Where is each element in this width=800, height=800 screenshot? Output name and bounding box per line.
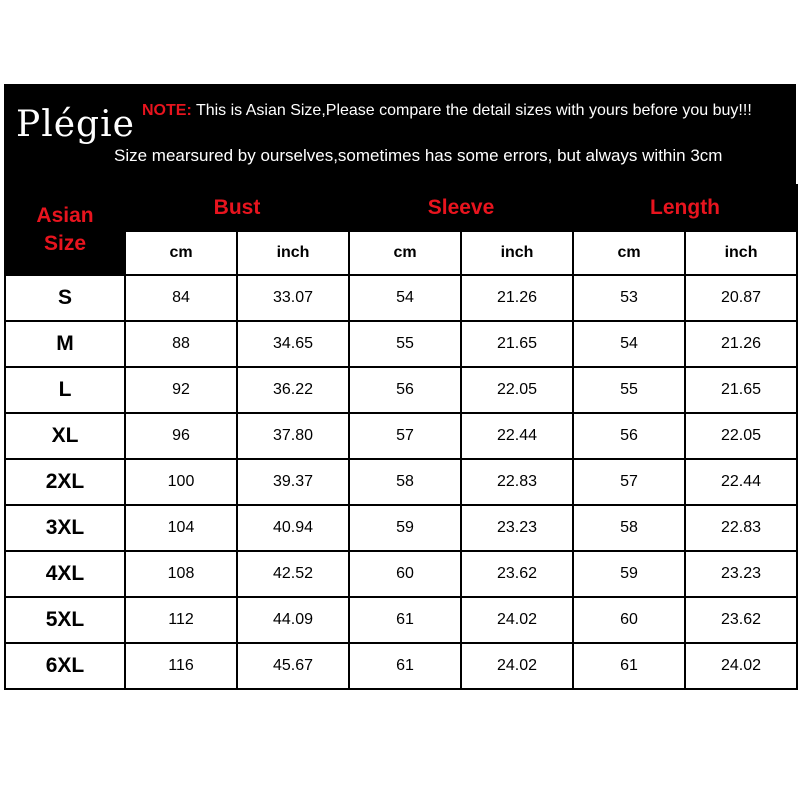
bust-cm: 112 <box>125 597 237 643</box>
sleeve-inch: 23.23 <box>461 505 573 551</box>
bust-inch: 33.07 <box>237 275 349 321</box>
length-inch: 21.65 <box>685 367 797 413</box>
chart-header <box>4 84 796 184</box>
table-row <box>5 321 797 367</box>
table-row <box>5 551 797 597</box>
length-cm-header: cm <box>573 231 685 275</box>
length-inch: 22.83 <box>685 505 797 551</box>
bust-inch: 34.65 <box>237 321 349 367</box>
sleeve-cm: 59 <box>349 505 461 551</box>
length-cm: 54 <box>573 321 685 367</box>
size-label: S <box>5 275 125 321</box>
length-cm: 59 <box>573 551 685 597</box>
bust-inch: 42.52 <box>237 551 349 597</box>
table-row <box>5 367 797 413</box>
asian-size-header-line2: Size <box>43 232 87 255</box>
bust-cm: 104 <box>125 505 237 551</box>
sleeve-cm: 61 <box>349 643 461 689</box>
bust-cm: 92 <box>125 367 237 413</box>
length-inch: 22.05 <box>685 413 797 459</box>
length-inch-header: inch <box>685 231 797 275</box>
bust-cm: 108 <box>125 551 237 597</box>
bust-cm: 88 <box>125 321 237 367</box>
length-cm: 61 <box>573 643 685 689</box>
sleeve-inch: 22.44 <box>461 413 573 459</box>
sleeve-cm: 55 <box>349 321 461 367</box>
length-cm: 60 <box>573 597 685 643</box>
sleeve-inch: 24.02 <box>461 597 573 643</box>
sleeve-cm: 58 <box>349 459 461 505</box>
table-row <box>5 459 797 505</box>
sleeve-cm: 57 <box>349 413 461 459</box>
bust-cm: 96 <box>125 413 237 459</box>
bust-inch-header: inch <box>237 231 349 275</box>
sleeve-inch: 22.05 <box>461 367 573 413</box>
table-row <box>5 413 797 459</box>
size-label: 2XL <box>5 459 125 505</box>
bust-inch: 45.67 <box>237 643 349 689</box>
sleeve-inch: 23.62 <box>461 551 573 597</box>
measurement-note: Size mearsured by ourselves,sometimes has some errors, but always within 3cm <box>114 146 723 165</box>
length-cm: 55 <box>573 367 685 413</box>
size-label: L <box>5 367 125 413</box>
size-label: 5XL <box>5 597 125 643</box>
sleeve-cm: 54 <box>349 275 461 321</box>
asian-size-header-line1: Asian <box>36 204 94 227</box>
bust-cm: 116 <box>125 643 237 689</box>
size-table <box>4 184 798 690</box>
sleeve-inch: 22.83 <box>461 459 573 505</box>
bust-header: Bust <box>125 185 349 231</box>
length-cm: 57 <box>573 459 685 505</box>
length-cm: 53 <box>573 275 685 321</box>
length-inch: 20.87 <box>685 275 797 321</box>
length-inch: 24.02 <box>685 643 797 689</box>
length-inch: 23.23 <box>685 551 797 597</box>
size-label: 3XL <box>5 505 125 551</box>
note-line <box>142 102 752 120</box>
length-cm: 58 <box>573 505 685 551</box>
table-row <box>5 275 797 321</box>
table-row <box>5 505 797 551</box>
length-inch: 21.26 <box>685 321 797 367</box>
bust-cm: 84 <box>125 275 237 321</box>
sleeve-cm: 60 <box>349 551 461 597</box>
bust-inch: 44.09 <box>237 597 349 643</box>
sleeve-cm-header: cm <box>349 231 461 275</box>
sleeve-inch-header: inch <box>461 231 573 275</box>
size-label: M <box>5 321 125 367</box>
size-label: 4XL <box>5 551 125 597</box>
sleeve-inch: 21.65 <box>461 321 573 367</box>
asian-size-header <box>5 185 125 275</box>
length-inch: 22.44 <box>685 459 797 505</box>
size-label: XL <box>5 413 125 459</box>
size-label: 6XL <box>5 643 125 689</box>
note-text: This is Asian Size,Please compare the detail sizes with yours before you buy!!! <box>191 102 752 119</box>
sleeve-header: Sleeve <box>349 185 573 231</box>
table-row <box>5 597 797 643</box>
sleeve-cm: 56 <box>349 367 461 413</box>
bust-inch: 37.80 <box>237 413 349 459</box>
bust-inch: 36.22 <box>237 367 349 413</box>
bust-cm: 100 <box>125 459 237 505</box>
note-label: NOTE: <box>142 102 192 119</box>
length-cm: 56 <box>573 413 685 459</box>
sleeve-cm: 61 <box>349 597 461 643</box>
brand-logo: Plégie <box>16 104 135 145</box>
bust-inch: 39.37 <box>237 459 349 505</box>
length-inch: 23.62 <box>685 597 797 643</box>
bust-inch: 40.94 <box>237 505 349 551</box>
length-header: Length <box>573 185 797 231</box>
size-chart <box>4 84 796 704</box>
sleeve-inch: 21.26 <box>461 275 573 321</box>
bust-cm-header: cm <box>125 231 237 275</box>
sleeve-inch: 24.02 <box>461 643 573 689</box>
table-row <box>5 643 797 689</box>
